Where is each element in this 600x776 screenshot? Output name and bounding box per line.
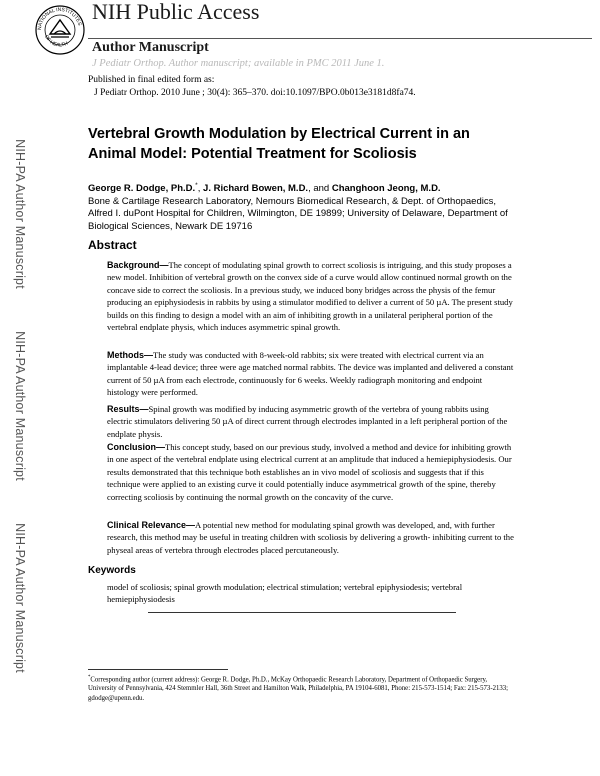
- footnote-mark: *: [88, 675, 91, 680]
- keywords-list: model of scoliosis; spinal growth modulation; electrical stimulation; vertebral epiphysiodesis; vertebral hemiepiphysiodesis: [107, 582, 463, 605]
- abstract-section-methods: Methods—The study was conducted with 8-week-old rabbits; six were treated with electrical current via an implantable 4-lead device; three were age matched normal rabbits. The device was implanted and delivered a constant current of 50 µA from each electrode, continuously for 6 weeks. Weekly radiograph monitoring and endpoint histology were performed.: [107, 350, 514, 398]
- authors-block: [88, 180, 518, 233]
- journal-availability: J Pediatr Orthop. Author manuscript; available in PMC 2011 June 1.: [92, 58, 385, 69]
- svg-text:NATIONAL INSTITUTES: [37, 7, 83, 30]
- author-list: George R. Dodge, Ph.D.*, J. Richard Bowen, M.D., and Changhoon Jeong, M.D.: [88, 182, 441, 195]
- sidebar-label: NIH-PA Author Manuscript: [13, 523, 28, 673]
- abstract-section-results: Results—Spinal growth was modified by inducing asymmetric growth of the vertebra of young rabbits using electric stimulators delivering 50 µA of direct current through electrodes implanted in a left peripheral portion of the endplate physis.: [107, 404, 508, 439]
- header-subtitle: Author Manuscript: [92, 40, 209, 55]
- sidebar-label: NIH-PA Author Manuscript: [13, 331, 28, 481]
- published-in: Published in final edited form as:: [88, 75, 215, 85]
- author-footnote-mark: *: [195, 182, 198, 189]
- logo-text-bottom: OF HEALTH: [43, 34, 69, 49]
- sidebar-label: NIH-PA Author Manuscript: [13, 139, 28, 289]
- publication-info: [88, 74, 416, 100]
- author-name: J. Richard Bowen, M.D.: [203, 183, 309, 195]
- logo-text-top: NATIONAL INSTITUTES: [36, 6, 83, 31]
- section-divider: [148, 612, 456, 613]
- sidebar-watermarks: [6, 84, 34, 704]
- header-divider: [88, 38, 592, 39]
- footnote: [88, 673, 516, 703]
- footnote-text: Corresponding author (current address): George R. Dodge, Ph.D., McKay Orthopaedic Research Laboratory, Department of Orthopaedic Surgery, University of Pennsylvania, 424 Stemmler Hall, 36th Street and Hamilton Walk, Philadelphia, PA 19104-6081, Phone: 215-573-1514; Fax: 215-573-2133; gdodge@upenn.edu.: [88, 676, 509, 702]
- abstract-heading: Abstract: [88, 238, 137, 252]
- abstract-section-background: Background—The concept of modulating spinal growth to correct scoliosis is intriguing, and this study proposes a new model. Inhibition of vertebral growth on the convex side of a curve would allow continued normal growth on the concave side to correct the scoliosis. In a previous study, we induced bony bridges across the physis of the femur producing an epiphysiodesis in rabbits by using a stimulator modified to deliver a current of 50 µA. The present study builds on this finding to design a model with an aim of inhibiting growth in a unilateral peripheral portion of the vertebral endplate physis, which induces asymmetric spinal growth.: [107, 260, 513, 333]
- article-title: Vertebral Growth Modulation by Electrical Current in an Animal Model: Potential Treatment for Scoliosis: [88, 126, 470, 162]
- svg-text:OF HEALTH: [43, 34, 69, 48]
- nih-logo: [34, 4, 86, 56]
- citation: J Pediatr Orthop. 2010 June ; 30(4): 365–370. doi:10.1097/BPO.0b013e3181d8fa74.: [94, 88, 416, 98]
- abstract-section-conclusion: Conclusion—This concept study, based on our previous study, involved a method and device for inhibiting growth in one aspect of the vertebral endplate using electrical current at an amplitude that induced a hemiepiphysiodesis. Our results demonstrated that this technique both establishes an in vivo model of scoliosis and suggests that if this technique were applied to an existing curve it could potentially induce asymmetrical growth of the spine, thereby correcting scoliosis by continuing the normal growth on the concavity of the curve.: [107, 442, 512, 502]
- author-name: George R. Dodge, Ph.D.: [88, 183, 196, 195]
- author-name: Changhoon Jeong, M.D.: [331, 183, 441, 195]
- affiliation: Bone & Cartilage Research Laboratory, Nemours Biomedical Research, & Dept. of Orthopaedics, Alfred I. duPont Hospital for Children, Wilmington, DE 19899; University of Delaware, Department of Biological Sciences, Newark DE 19716: [88, 195, 508, 232]
- keywords-heading: Keywords: [88, 565, 136, 576]
- footnote-divider: [88, 669, 228, 670]
- abstract-section-clinical-relevance: Clinical Relevance—A potential new method for modulating spinal growth was developed, and, with further research, this method may be useful in treating children with scoliosis by delivering a growth- inhibiting current to the physeal areas of vertebra through electrodes placed percutaneously.: [107, 520, 514, 555]
- header-title: NIH Public Access: [92, 0, 260, 24]
